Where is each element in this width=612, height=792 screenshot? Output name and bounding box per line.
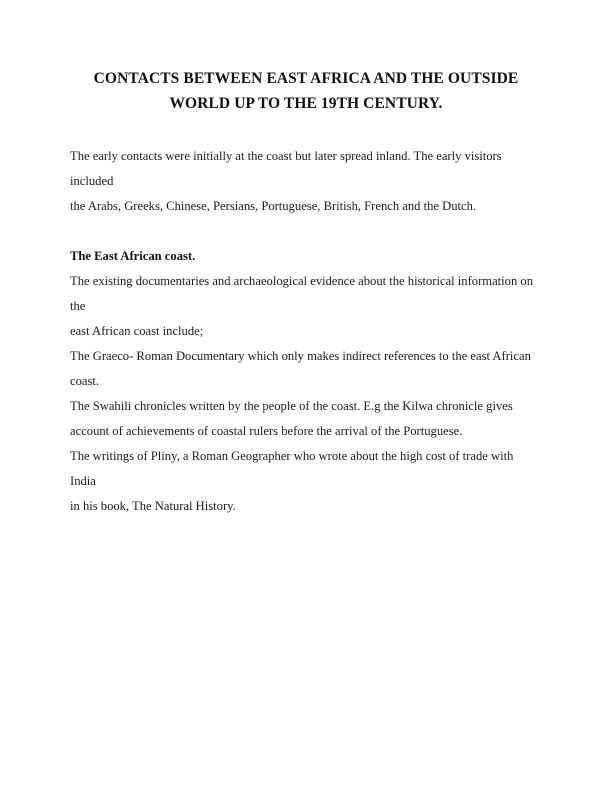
document-title-line-2: WORLD UP TO THE 19TH CENTURY. (169, 95, 443, 112)
evidence-intro-line-2: east African coast include; (70, 324, 204, 338)
evidence-intro-paragraph (70, 269, 542, 344)
intro-paragraph (70, 116, 542, 219)
source-graeco-roman-line-1: The Graeco- Roman Documentary which only makes indirect references to the east African (70, 349, 531, 363)
source-swahili-chronicles-line-1: The Swahili chronicles written by the people of the coast. E.g the Kilwa chronicle gives (70, 399, 513, 413)
evidence-intro-line-1: The existing documentaries and archaeological evidence about the historical information on the (70, 274, 534, 313)
intro-paragraph-line-2: the Arabs, Greeks, Chinese, Persians, Portuguese, British, French and the Dutch. (70, 199, 477, 213)
source-swahili-chronicles-line-2: account of achievements of coastal rulers before the arrival of the Portuguese. (70, 424, 463, 438)
source-swahili-chronicles-paragraph (70, 394, 542, 444)
intro-paragraph-line-1: The early contacts were initially at the coast but later spread inland. The early visitors included (70, 149, 502, 188)
document-body (70, 0, 542, 519)
paragraph-spacer (70, 219, 542, 244)
section-heading-east-african-coast: The East African coast. (70, 249, 196, 263)
document-title (70, 0, 542, 116)
source-graeco-roman-paragraph (70, 344, 542, 394)
source-pliny-line-2: in his book, The Natural History. (70, 499, 236, 513)
document-title-line-1: CONTACTS BETWEEN EAST AFRICA AND THE OUTSIDE (93, 70, 519, 87)
source-pliny-line-1: The writings of Pliny, a Roman Geographer who wrote about the high cost of trade with India (70, 449, 514, 488)
source-pliny-paragraph (70, 444, 542, 519)
source-graeco-roman-line-2: coast. (70, 374, 100, 388)
